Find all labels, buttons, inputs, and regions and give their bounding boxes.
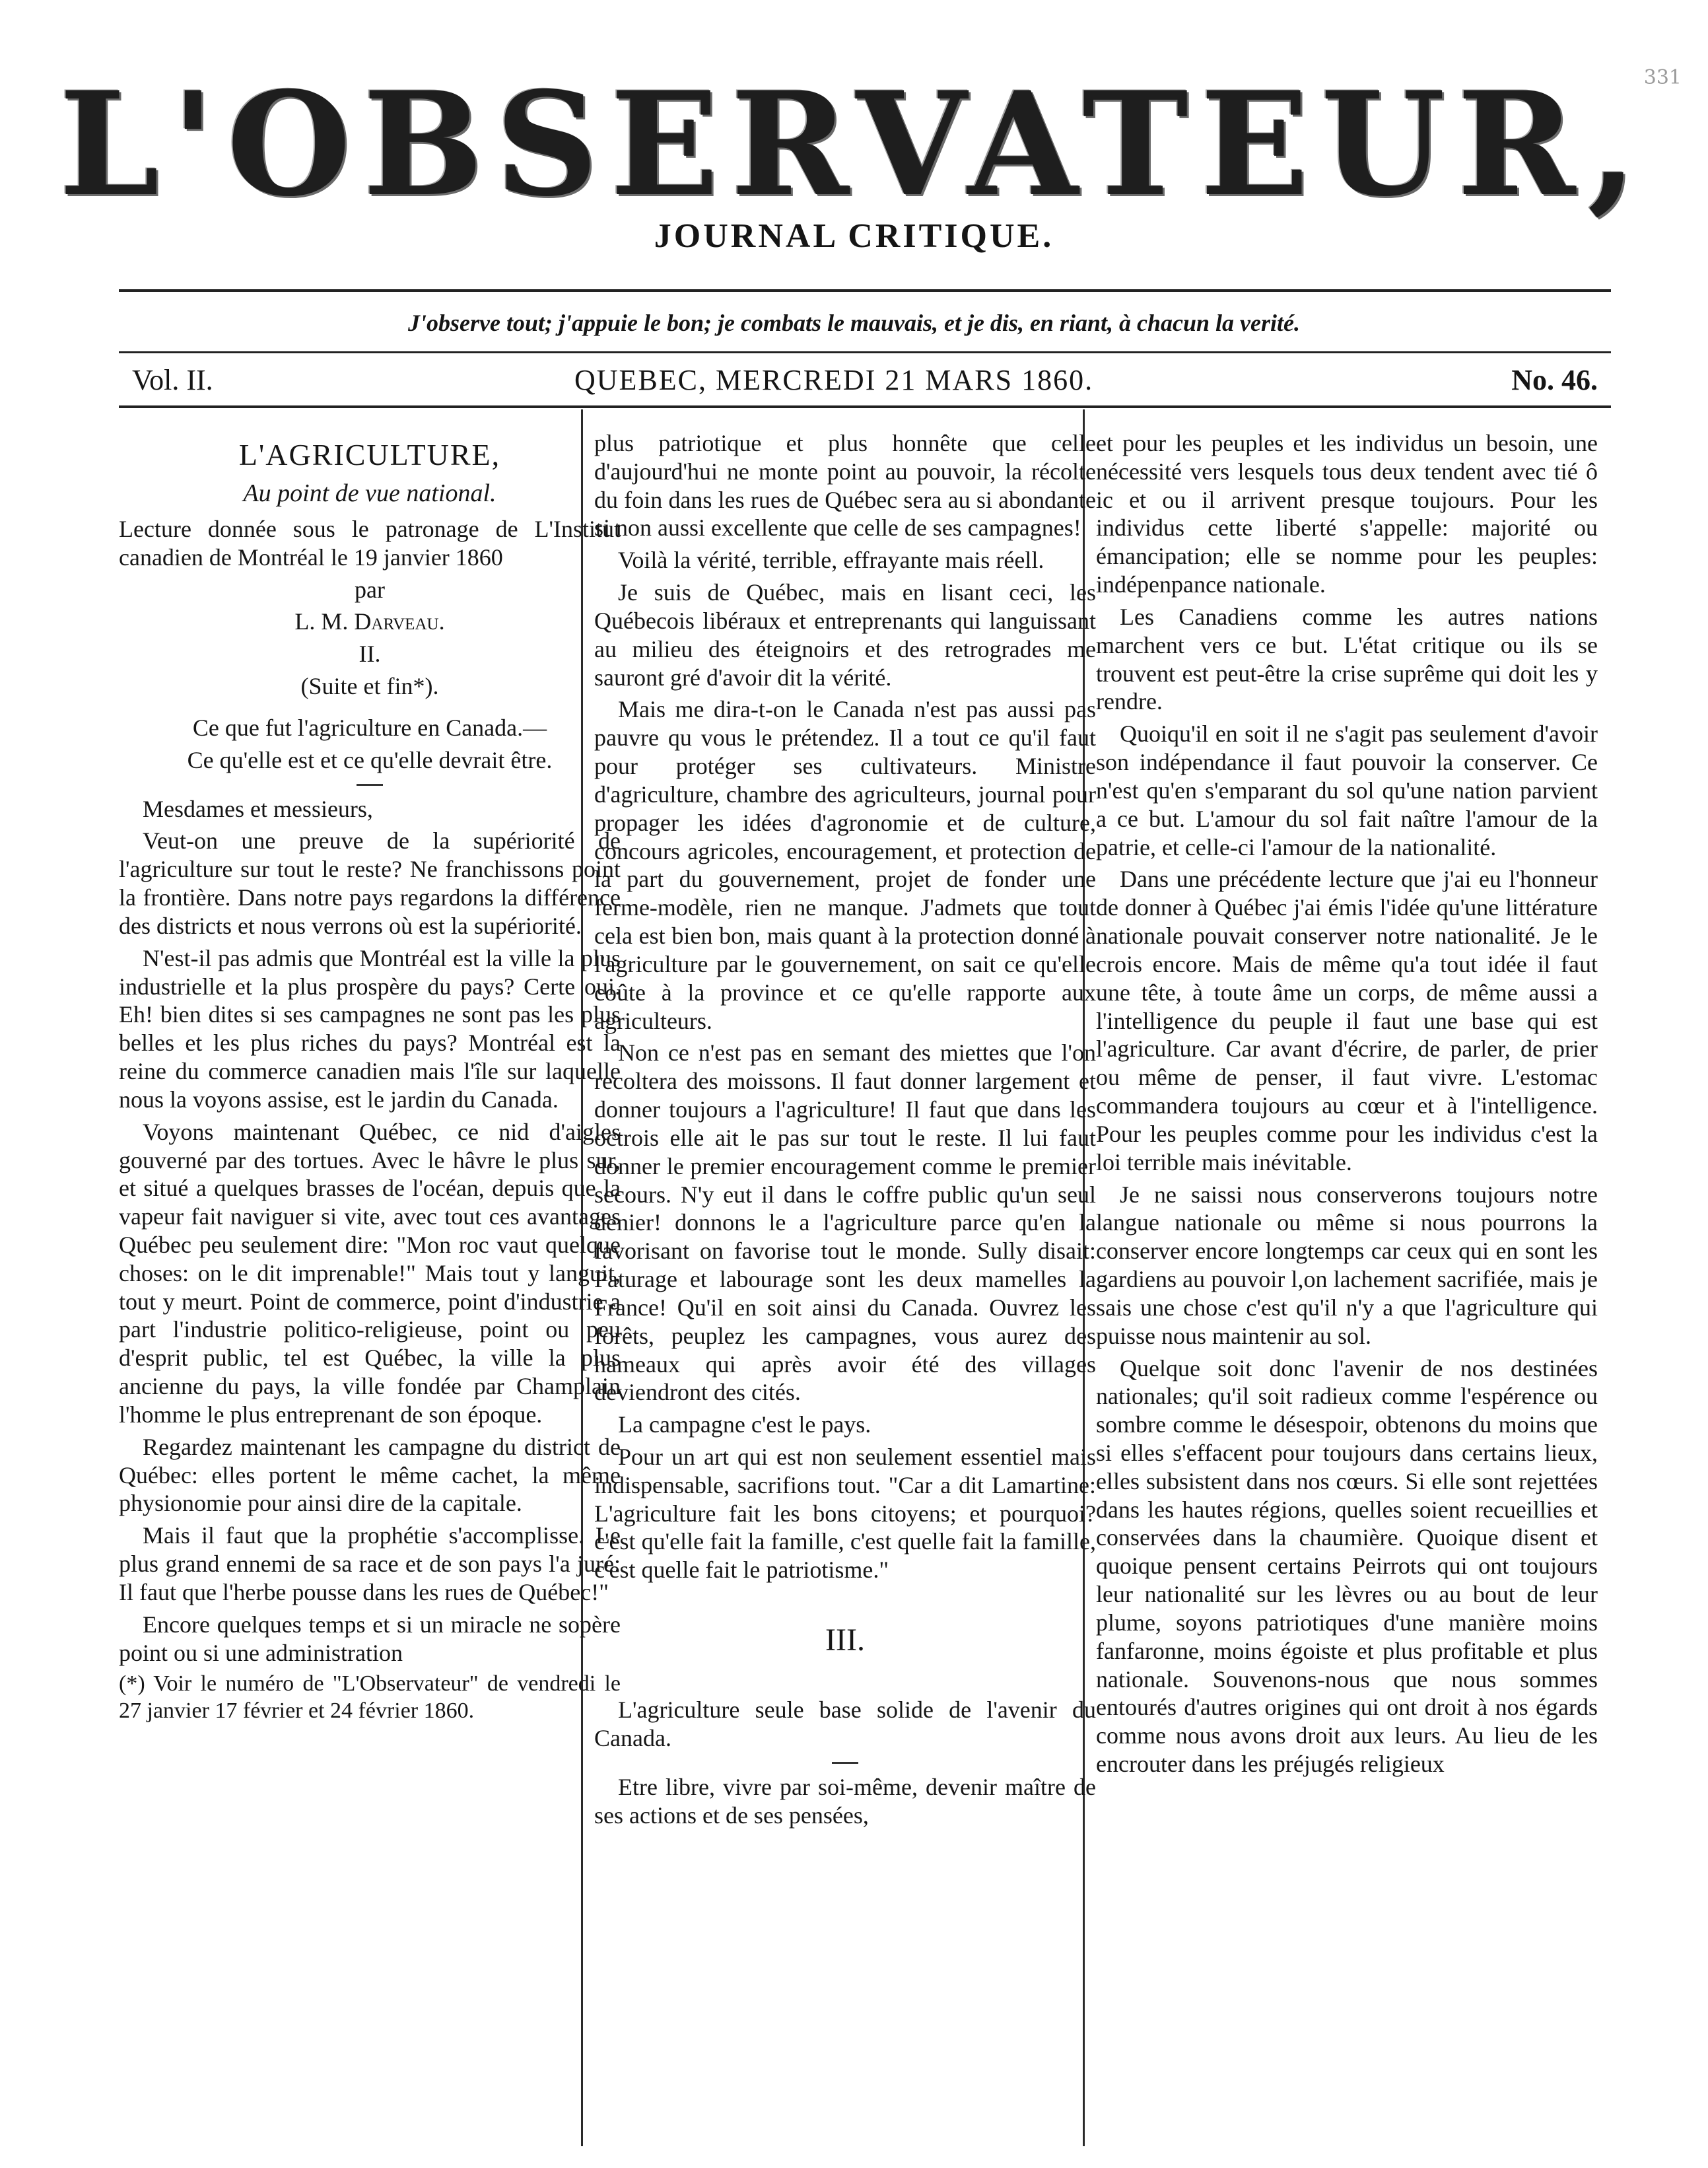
masthead-rule-top bbox=[119, 289, 1611, 292]
col1-paragraph: Veut-on une preuve de la supériorité de l'agriculture sur tout le reste? Ne franchissons point la frontière. Dans notre pays regardons la différence des districts et nous verrons où est la supériorité. bbox=[119, 827, 621, 939]
col3-paragraph: Quoiqu'il en soit il ne s'agit pas seulement d'avoir son indépendance il faut pouvoir la conserver. Ce n'est qu'en s'emparant du sol qu'une nation parvient a ce but. L'amour du sol fait naître l'amour de la patrie, et celle-ci l'amour de la nationalité. bbox=[1096, 720, 1598, 860]
motto: J'observe tout; j'appuie le bon; je combats le mauvais, et je dis, en riant, à chacun la verité. bbox=[408, 310, 1300, 336]
footnote: (*) Voir le numéro de "L'Observateur" de vendredi le 27 janvier 17 février et 24 février 1860. bbox=[119, 1671, 621, 1724]
col1-paragraph: Regardez maintenant les campagne du district de Québec: elles portent le même cachet, la même physionomie pour ainsi dire de la capitale. bbox=[119, 1433, 621, 1517]
small-rule bbox=[832, 1762, 858, 1764]
column-2 bbox=[594, 429, 1096, 1834]
column-1 bbox=[119, 429, 621, 1729]
col2-paragraph: Je suis de Québec, mais en lisant ceci, les Québecois libéraux et entreprenants qui languissant au milieu des éteignoirs et des retrogrades me sauront gré d'avoir dit la vérité. bbox=[594, 579, 1096, 691]
col3-paragraph: Quelque soit donc l'avenir de nos destinées nationales; qu'il soit radieux comme l'espérence ou sombre comme le désespoir, obtenons du moins que si elles s'effacent pour toujours dans certains lieux, elles subsistent dans nos cœurs. Si elle sont rejettées dans les hautes régions, quelles soient recueillies et conservées dans la chaumière. Quoique disent et quoique pensent certains Peirrots qui ont toujours leur nationalité sur les lèvres ou au bout de leur plume, soyons patriotiques d'une manière moins fanfaronne, moins égoiste et plus profitable et plus nationale. Souvenons-nous que nous sommes entourés d'autres origines qui ont droit à nos égards comme nous avons droit aux leurs. Au lieu de les encrouter dans les préjugés religieux bbox=[1096, 1354, 1598, 1778]
issue-date: QUEBEC, MERCREDI 21 MARS 1860. bbox=[574, 364, 1094, 396]
volume-label: Vol. II. bbox=[132, 364, 213, 396]
col2-paragraph: Etre libre, vivre par soi-même, devenir maître de ses actions et de ses pensées, bbox=[594, 1773, 1096, 1829]
col2-paragraph: Voilà la vérité, terrible, effrayante mais réell. bbox=[618, 547, 1044, 574]
dateline bbox=[119, 363, 1611, 403]
masthead-title: L'OBSERVATEUR, bbox=[59, 60, 1649, 228]
masthead-subtitle: JOURNAL CRITIQUE. bbox=[654, 217, 1054, 255]
col3-paragraph: Les Canadiens comme les autres nations marchent vers ce but. L'état critique ou ils se trouvent est peut-être la crise suprême qui doit les y rendre. bbox=[1096, 603, 1598, 715]
col2-paragraph: plus patriotique et plus honnête que celle d'aujourd'hui ne monte point au pouvoir, la récolte du foin dans les rues de Québec sera au si abondante si non aussi excellente que celle de ses campagnes! bbox=[594, 430, 1096, 542]
salutation: Mesdames et messieurs, bbox=[143, 795, 373, 822]
article-subtitle: Au point de vue national. bbox=[243, 479, 496, 507]
section-number: III. bbox=[825, 1623, 865, 1658]
col1-paragraph: Encore quelques temps et si un miracle ne sopère point ou si une administration bbox=[119, 1611, 621, 1666]
col2-paragraph: Mais me dira-t-on le Canada n'est pas aussi pas pauvre qu vous le prétendez. Il a tout ce qu'il faut pour protéger ses cultivateurs. Ministre d'agriculture, chambre des agriculteurs, journal pour propager les idées d'agronomie et de culture, concours agricoles, encouragement, et protection de la part du gouvernement, projet de fonder une ferme-modèle, rien ne manque. J'admets que tout cela est bien bon, mais quant à la protection donné à l'agriculture par le gouvernement, on sait ce qu'elle coûte à la province et ce qu'elle rapporte aux agriculteurs. bbox=[594, 696, 1096, 1034]
col2-paragraph: Non ce n'est pas en semant des miettes que l'on recoltera des moissons. Il faut donner largement et donner toujours a l'agriculture! Il faut que dans les octrois elle ait le pas sur tout le reste. Il lui faut donner le premier encouragement comme le premier secours. N'y eut il dans le coffre public qu'un seul denier! donnons le a l'agriculture parce qu'en la favorisant on favorise tout le monde. Sully disait: Paturage et labourage sont les deux mamelles la France! Qu'il en soit ainsi du Canada. Ouvrez les forêts, peuplez les campagnes, vous aurez des hameaux qui après avoir été des villages deviendront des cités. bbox=[594, 1039, 1096, 1406]
page-number: 331 bbox=[1643, 66, 1682, 89]
col2-paragraph: La campagne c'est le pays. bbox=[618, 1411, 871, 1438]
lecture-intro: Lecture donnée sous le patronage de L'Institut canadien de Montréal le 19 janvier 1860 bbox=[119, 515, 621, 571]
col1-paragraph: Voyons maintenant Québec, ce nid d'aigles gouverné par des tortues. Avec le hâvre le plus sur, et situé a quelques brasses de l'océan, depuis que la vapeur fait naviguer si vite, avec tout ces avantages Québec peu seulement dire: "Mon roc vaut quelque choses: on le dit imprenable!" Mais tout y languit, tout y meurt. Point de commerce, point d'industrie a part l'industrie politico-religieuse, point ou peu d'esprit public, tel est Québec, la ville la plus ancienne du pays, la ville fondée par Champlain l'homme le plus entreprenant de son époque. bbox=[119, 1118, 621, 1428]
article-title: L'AGRICULTURE, bbox=[238, 438, 501, 472]
col3-paragraph: Dans une précédente lecture que j'ai eu l'honneur de donner à Québec j'ai émis l'idée qu'une littérature nationale pouvait conserver notre nationalité. Je le crois encore. Mais de même qu'a tout idée il faut une tête, à toute âme un corps, de même aussi a l'intelligence du peuple il faut une base qui est l'agriculture. Car avant d'écrire, de parler, de prier ou même de penser, il faut vivre. L'estomac commandera toujours au cœur et à l'intelligence. Pour les peuples comme pour les individus c'est la loi terrible mais inévitable. bbox=[1096, 866, 1598, 1175]
col2-paragraph: Pour un art qui est non seulement essentiel mais indispensable, sacrifions tout. "Car a dit Lamartine: L'agriculture fait les bons citoyens; et pourquoi? c'est qu'elle fait la famille, c'est quelle fait la famille, c'est quelle fait le patriotisme." bbox=[594, 1443, 1096, 1584]
section-heading-1: Ce que fut l'agriculture en Canada.— bbox=[192, 714, 547, 741]
col3-paragraph: Je ne saissi nous conserverons toujours notre langue nationale ou même si nous pourrons la conserver encore longtemps car ceux qui en sont les gardiens au pouvoir l,on lachement sacrifiée, mais je sais une chose c'est qu'il n'y a que l'agriculture qui puisse nous maintenir au sol. bbox=[1096, 1181, 1598, 1349]
continuation-note: (Suite et fin*). bbox=[300, 673, 439, 700]
col3-paragraph: et pour les peuples et les individus un besoin, une nécessité vers lesquels tous deux tendent avec tié ô ic et ou il arrivent presque toujours. Pour les individus cette liberté s'appelle: majorité ou émancipation; elle se nomme pour les peuples: indépenpance nationale. bbox=[1096, 430, 1598, 598]
masthead-rule-bottom bbox=[119, 405, 1611, 408]
byline-par: par bbox=[355, 576, 385, 603]
issue-number: No. 46. bbox=[1511, 364, 1598, 396]
section-heading-2: Ce qu'elle est et ce qu'elle devrait être. bbox=[187, 746, 553, 773]
section-3-heading: L'agriculture seule base solide de l'avenir du Canada. bbox=[594, 1696, 1096, 1752]
column-3 bbox=[1096, 429, 1598, 1782]
author-name: L. M. Darveau. bbox=[294, 608, 445, 635]
masthead-rule-middle bbox=[119, 351, 1611, 353]
col1-paragraph: N'est-il pas admis que Montréal est la ville la plus industrielle et la plus prospère du pays? Certe oui. Eh! bien dites si ses campagnes ne sont pas les plus belles et les plus riches du pays? Montréal est la reine du commerce canadien mais l'île sur laquelle nous la voyons assise, est le jardin du Canada. bbox=[119, 944, 621, 1113]
part-number: II. bbox=[359, 641, 381, 668]
small-rule bbox=[357, 784, 383, 786]
col1-paragraph: Mais il faut que la prophétie s'accomplisse. Le plus grand ennemi de sa race et de son pays l'a juré: Il faut que l'herbe pousse dans les rues de Québec!" bbox=[119, 1522, 621, 1605]
